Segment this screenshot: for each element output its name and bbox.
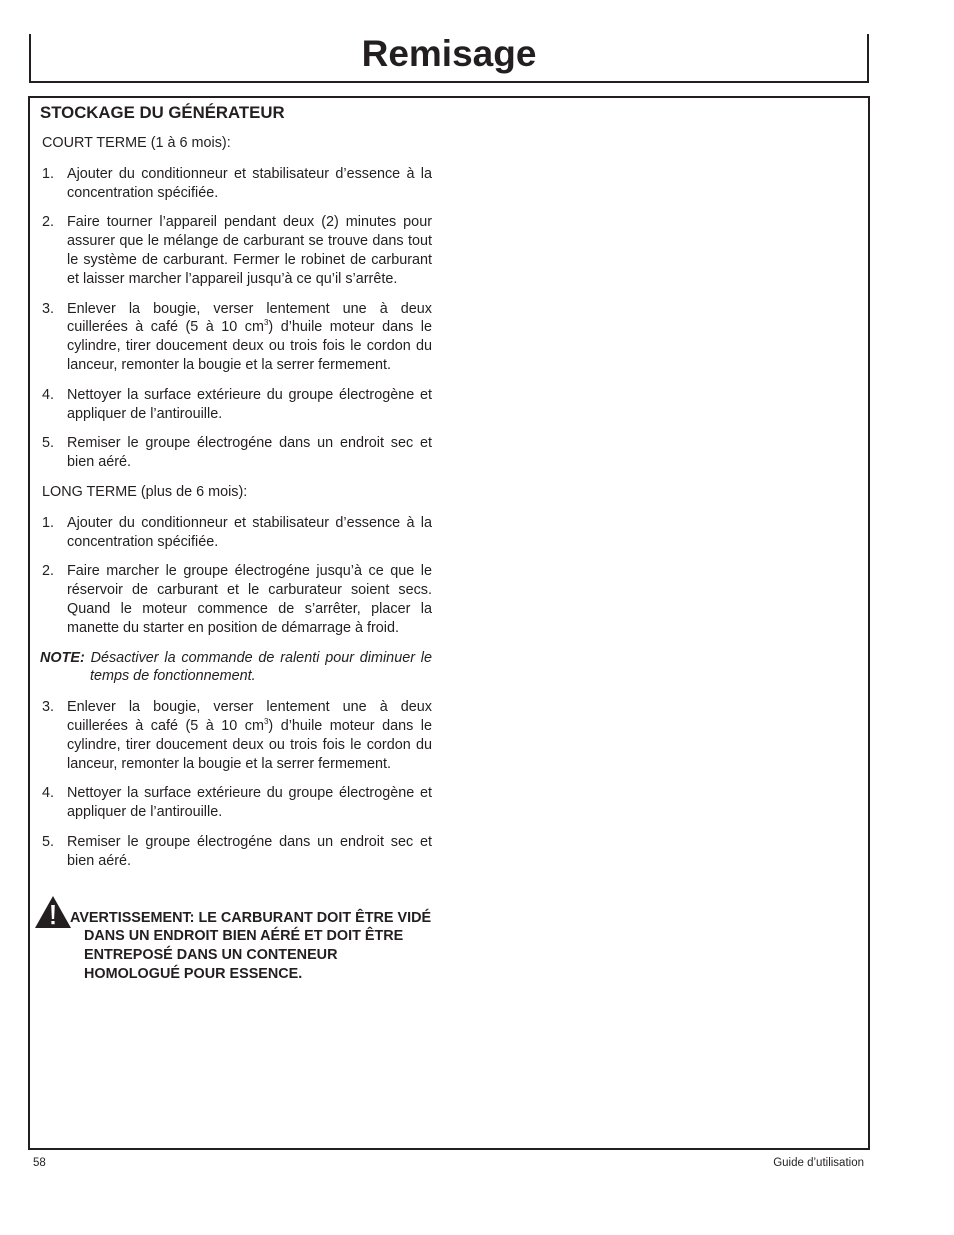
content-frame xyxy=(28,96,870,1150)
step-number: 5. xyxy=(42,833,55,850)
footer-title: Guide d’utilisation xyxy=(773,1157,864,1169)
step-number: 3. xyxy=(42,699,55,716)
page-title: Remisage xyxy=(361,33,537,74)
warning-block xyxy=(40,909,432,984)
note-text: Désactiver la commande de ralenti pour diminuer le temps de fonctionnement. xyxy=(90,649,432,685)
step-text-after: ) d’huile moteur dans le cylindre, tirer doucement deux ou trois fois le cordon du lanceur, remonter la bougie et la serrer fermement. xyxy=(67,717,432,772)
warning-text: AVERTISSEMENT: LE CARBURANT DOIT ÊTRE VIDÉ DANS UN ENDROIT BIEN AÉRÉ ET DOIT ÊTRE ENTREPOSÉ DANS UN CONTENEUR HOMOLOGUÉ POUR ESSENCE. xyxy=(70,909,432,982)
short-term-step-2 xyxy=(42,213,432,288)
section-heading: STOCKAGE DU GÉNÉRATEUR xyxy=(40,103,285,122)
page-number: 58 xyxy=(33,1157,46,1169)
superscript: 3 xyxy=(263,318,269,328)
short-term-step-5 xyxy=(42,434,432,472)
step-number: 1. xyxy=(42,514,55,531)
long-term-step-1 xyxy=(42,514,432,552)
step-text: Ajouter du conditionneur et stabilisateur d’essence à la concentration spécifiée. xyxy=(67,165,432,201)
step-text: Faire marcher le groupe électrogéne jusqu’à ce que le réservoir de carburant et le carburateur soient secs. Quand le moteur commence de s’arrêter, placer la manette du starter en position de démarrage à froid. xyxy=(67,563,432,636)
step-text: Remiser le groupe électrogéne dans un endroit sec et bien aéré. xyxy=(67,435,432,471)
short-term-label: COURT TERME (1 à 6 mois): xyxy=(42,135,231,151)
step-text: Ajouter du conditionneur et stabilisateur d’essence à la concentration spécifiée. xyxy=(67,514,432,550)
long-term-step-5 xyxy=(42,833,432,871)
long-term-step-3 xyxy=(42,698,432,773)
step-text: Nettoyer la surface extérieure du groupe électrogène et appliquer de l’antirouille. xyxy=(67,386,432,422)
short-term-step-1 xyxy=(42,165,432,203)
long-term-step-2 xyxy=(42,562,432,637)
long-term-label: LONG TERME (plus de 6 mois): xyxy=(42,483,248,500)
step-text: Nettoyer la surface extérieure du groupe électrogène et appliquer de l’antirouille. xyxy=(67,785,432,821)
step-number: 2. xyxy=(42,214,55,231)
step-number: 1. xyxy=(42,165,55,182)
step-text-after: ) d’huile moteur dans le cylindre, tirer doucement deux ou trois fois le cordon du lanceur, remonter la bougie et la serrer fermement. xyxy=(67,319,432,373)
step-text-before: Enlever la bougie, verser lentement une à deux cuillerées à café (5 à 10 cm xyxy=(67,699,432,734)
page-title-box xyxy=(29,34,869,83)
superscript: 3 xyxy=(263,717,269,727)
step-text: Remiser le groupe électrogéne dans un endroit sec et bien aéré. xyxy=(67,833,432,869)
short-term-step-3 xyxy=(42,300,432,375)
short-term-step-4 xyxy=(42,386,432,424)
step-number: 4. xyxy=(42,386,55,403)
step-number: 3. xyxy=(42,300,55,317)
step-number: 2. xyxy=(42,563,55,580)
step-text: Faire tourner l’appareil pendant deux (2) minutes pour assurer que le mélange de carburant se trouve dans tout le système de carburant. Fermer le robinet de carburant et laisser marcher l’appareil jusqu’à ce qu’il s’arrête. xyxy=(67,214,432,287)
step-text-before: Enlever la bougie, verser lentement une à deux cuillerées à café (5 à 10 cm xyxy=(67,300,432,336)
warning-triangle-icon xyxy=(34,895,72,929)
step-number: 5. xyxy=(42,435,55,452)
long-term-step-4 xyxy=(42,784,432,822)
note-label: NOTE: xyxy=(40,649,85,666)
note xyxy=(40,649,432,687)
storage-section xyxy=(40,102,432,984)
step-number: 4. xyxy=(42,785,55,802)
